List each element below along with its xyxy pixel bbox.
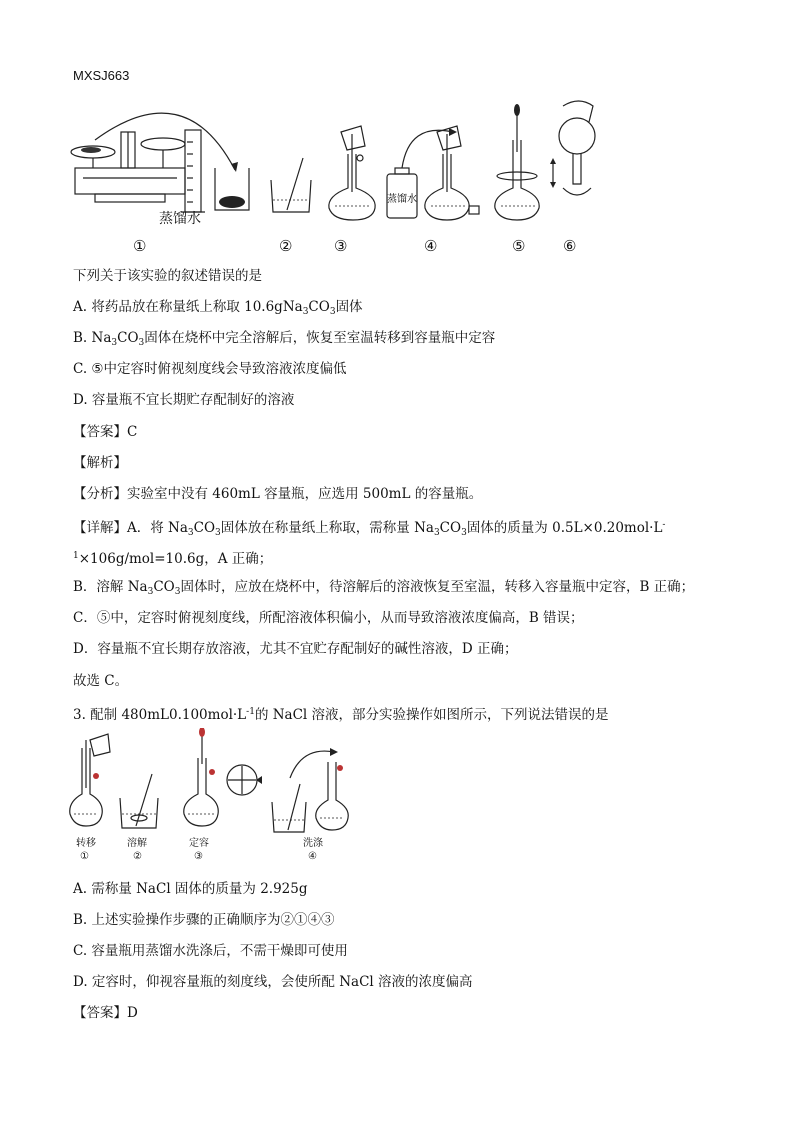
- water-label: 蒸馏水: [159, 211, 201, 227]
- answer-line: 【答案】C: [73, 424, 138, 440]
- question-3-stem: 3. 配制 $480mL0.100mol\cdot L^{-1}$的 NaCl 溶液，部分实验操作如图所示，下列说法错误的是: [73, 707, 609, 723]
- fig3-number-1: ①: [80, 851, 89, 862]
- option-d: D. 容量瓶不宜长期贮存配制好的溶液: [73, 392, 295, 408]
- analysis-heading: 【解析】: [73, 455, 127, 471]
- flask-fixed-volume-icon: [184, 728, 262, 826]
- detail-d: D．容量瓶不宜长期存放溶液，尤其不宜贮存配制好的碱性溶液，D 正确；: [73, 641, 518, 657]
- fig3-label-4: 洗涤: [303, 838, 323, 849]
- question-stem: 下列关于该实验的叙述错误的是: [73, 268, 262, 284]
- fig3-label-2: 溶解: [127, 838, 147, 849]
- balance-icon: [71, 132, 185, 202]
- option-a: A. 将药品放在称量纸上称取 $10.6gNa_3CO_3$固体: [73, 299, 363, 317]
- detail-a-line2: $^1$×106g/mol=10.6g，A 正确；: [73, 551, 273, 567]
- beaker-with-solid-icon: [215, 168, 249, 210]
- flask-rinse-icon: [425, 126, 479, 220]
- doc-code: MXSJ663: [73, 68, 130, 83]
- option-c: C. ⑤中定容时俯视刻度线会导致溶液浓度偏低: [73, 361, 347, 377]
- q3-option-a: A. 需称量 NaCl 固体的质量为 2.925g: [73, 881, 308, 897]
- q3-option-b: B. 上述实验操作步骤的正确顺序为②①④③: [73, 912, 335, 928]
- conclusion: 故选 C。: [73, 673, 129, 689]
- fig3-label-1: 转移: [76, 838, 96, 849]
- step-number-6: ⑥: [563, 237, 577, 255]
- wash-bottle-label: 蒸馏水: [387, 194, 417, 205]
- flask-receive-icon: [316, 762, 349, 830]
- transfer-arrow: [95, 113, 235, 170]
- fig3-number-3: ③: [194, 851, 203, 862]
- fig3-number-2: ②: [133, 851, 142, 862]
- analysis-summary: 【分析】实验室中没有 460mL 容量瓶，应选用 500mL 的容量瓶。: [73, 486, 483, 502]
- figure-nacl-operations: [68, 728, 368, 856]
- flask-transfer-icon: [329, 126, 375, 220]
- step-number-4: ④: [424, 237, 438, 255]
- step-number-3: ③: [334, 237, 348, 255]
- graduated-cylinder-icon: [181, 130, 205, 212]
- beaker-dissolve-icon: [271, 158, 311, 212]
- detail-b: B．溶解 $Na_3CO_3$固体时，应放在烧杯中，待溶解后的溶液恢复至室温，转移入容量瓶中定容，B 正确；: [73, 579, 695, 597]
- step-number-2: ②: [279, 237, 293, 255]
- beaker-dissolve-icon: [120, 774, 158, 828]
- fig3-number-4: ④: [308, 851, 317, 862]
- flask-dropper-icon: [495, 104, 539, 220]
- step-number-5: ⑤: [512, 237, 526, 255]
- detail-a-line1: 【详解】A．将 $Na_3CO_3$固体放在称量纸上称取，需称量 $Na_3CO_3$固体的质量为 0.5L×0.20mol·L-: [73, 520, 666, 538]
- flask-transfer-icon: [70, 734, 110, 826]
- option-b: B. $Na_3CO_3$固体在烧杯中完全溶解后，恢复至室温转移到容量瓶中定容: [73, 330, 496, 348]
- fig3-label-3: 定容: [189, 838, 209, 849]
- q3-option-d: D. 定容时，仰视容量瓶的刻度线，会使所配 NaCl 溶液的浓度偏高: [73, 974, 473, 990]
- step-number-1: ①: [133, 237, 147, 255]
- q3-answer-line: 【答案】D: [73, 1005, 138, 1021]
- detail-c: C．⑤中，定容时俯视刻度线，所配溶液体积偏小，从而导致溶液浓度偏高，B 错误；: [73, 610, 584, 626]
- flask-invert-icon: [550, 101, 595, 195]
- q3-option-c: C. 容量瓶用蒸馏水洗涤后，不需干燥即可使用: [73, 943, 348, 959]
